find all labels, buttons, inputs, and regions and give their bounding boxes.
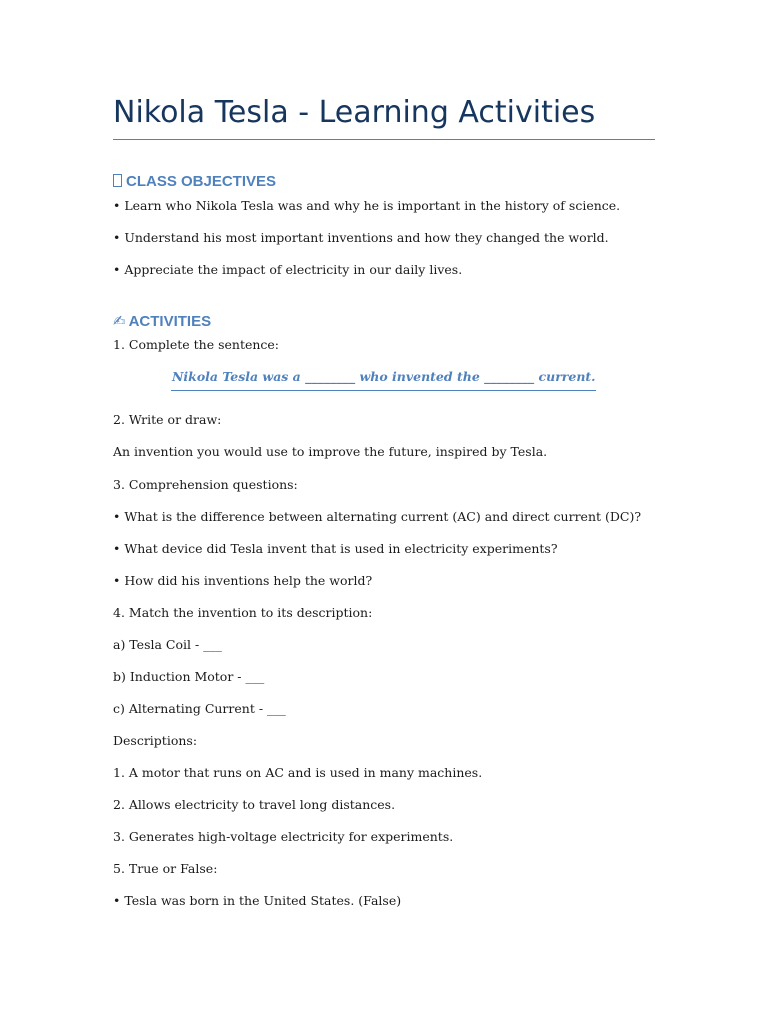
target-icon — [113, 174, 122, 187]
activity-line: 1. Complete the sentence: — [113, 337, 280, 352]
activity-line: Descriptions: — [113, 733, 198, 748]
writing-hand-icon: ✍ — [113, 313, 126, 330]
activity-line: An invention you would use to improve the future, inspired by Tesla. — [113, 444, 548, 459]
class-objectives-heading — [113, 172, 655, 192]
activity-line: • How did his inventions help the world? — [113, 573, 373, 588]
activity-line: c) Alternating Current - ___ — [113, 701, 286, 716]
activity-line: 1. A motor that runs on AC and is used in many machines. — [113, 765, 483, 780]
activity-line: 3. Generates high-voltage electricity for experiments. — [113, 829, 454, 844]
activity-line: b) Induction Motor - ___ — [113, 669, 265, 684]
activity-line: • What device did Tesla invent that is used in electricity experiments? — [113, 541, 558, 556]
fill-in-sentence-text: Nikola Tesla was a ________ who invented the ________ current. — [172, 369, 596, 384]
activity-line: 5. True or False: — [113, 861, 218, 876]
activities-heading-text: ACTIVITIES — [128, 313, 212, 330]
objective-item: • Understand his most important inventions and how they changed the world. — [113, 230, 609, 245]
document-title: Nikola Tesla - Learning Activities — [113, 95, 596, 130]
activity-line: • What is the difference between alternating current (AC) and direct current (DC)? — [113, 509, 642, 524]
document-page — [113, 0, 655, 1024]
objective-item: • Appreciate the impact of electricity in our daily lives. — [113, 262, 463, 277]
activity-line: 4. Match the invention to its description: — [113, 605, 373, 620]
objective-item: • Learn who Nikola Tesla was and why he is important in the history of science. — [113, 198, 621, 213]
activity-line: 2. Allows electricity to travel long distances. — [113, 797, 396, 812]
title-underline — [113, 139, 655, 140]
activity-line: a) Tesla Coil - ___ — [113, 637, 222, 652]
activity-line: 3. Comprehension questions: — [113, 477, 298, 492]
class-objectives-heading-text: CLASS OBJECTIVES — [126, 173, 277, 190]
fill-in-sentence-quote — [171, 368, 596, 391]
activity-line: • Tesla was born in the United States. (False) — [113, 893, 402, 908]
activities-heading — [113, 312, 655, 332]
activity-line: 2. Write or draw: — [113, 412, 222, 427]
